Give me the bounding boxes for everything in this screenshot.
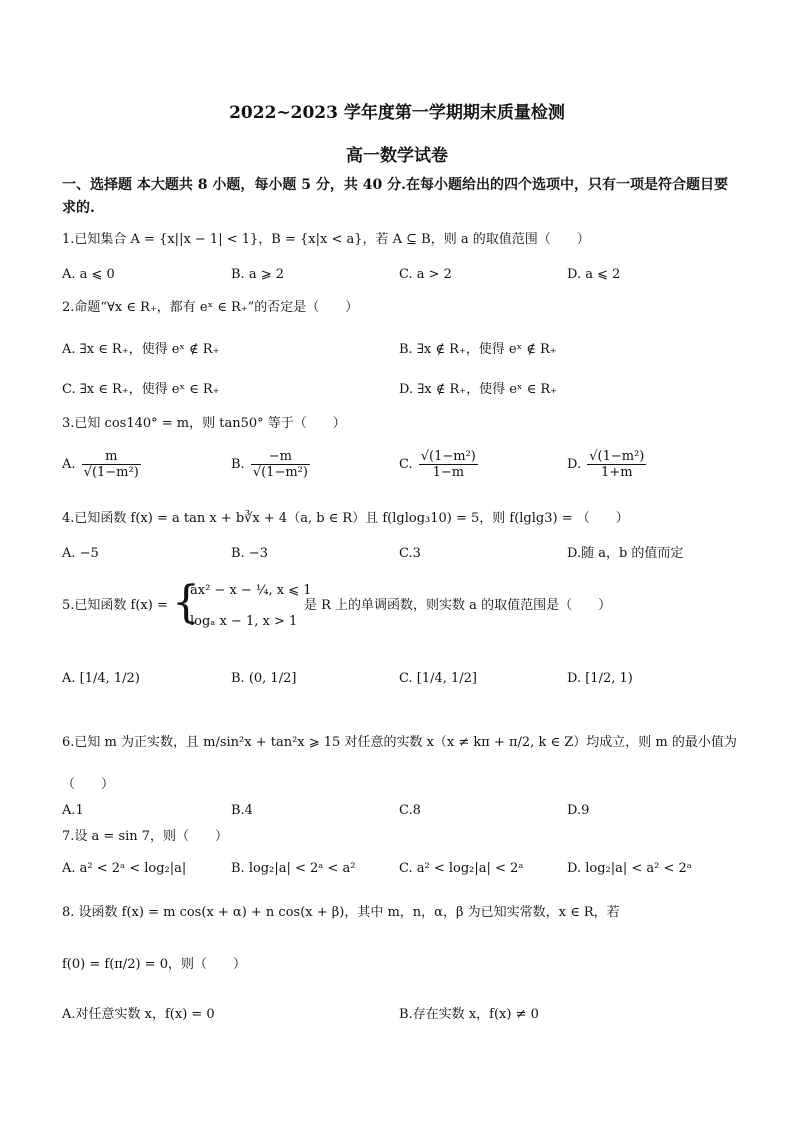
q6-answer-paren: （ ） bbox=[62, 777, 115, 792]
q2-option-b: B. ∃x ∉ R₊，使得 eˣ ∉ R₊ bbox=[399, 342, 557, 357]
q5-option-d: D. [1/2, 1) bbox=[567, 671, 633, 686]
q6-option-a: A.1 bbox=[62, 803, 84, 818]
q3-option-b: B. $\frac{-m}{\text{√(1−m²)}}$ bbox=[231, 449, 308, 480]
q6-stem: 6.已知 m 为正实数，且 m/sin²x + tan²x ⩾ 15 对任意的实数 x（x ≠ kπ + π/2, k ∈ Z）均成立，则 m 的最小值为 bbox=[62, 735, 737, 750]
q1-option-a: A. a ⩽ 0 bbox=[62, 267, 115, 282]
q4-option-b: B. −3 bbox=[231, 546, 268, 561]
q3-stem: 3.已知 cos140° = m，则 tan50° 等于（ ） bbox=[62, 416, 346, 431]
q5-piecewise-brace: { bbox=[172, 577, 200, 628]
q5-option-a: A. [1/4, 1/2) bbox=[62, 671, 140, 686]
q2-option-d: D. ∃x ∉ R₊，使得 eˣ ∈ R₊ bbox=[399, 382, 558, 397]
q8-condition: f(0) = f(π/2) = 0，则（ ） bbox=[62, 957, 246, 972]
q7-option-b: B. log₂|a| < 2ᵃ < a² bbox=[231, 861, 356, 876]
q4-option-d: D.随 a，b 的值而定 bbox=[567, 546, 684, 561]
q3-a-numerator: m bbox=[82, 449, 141, 465]
q1-option-d: D. a ⩽ 2 bbox=[567, 267, 621, 282]
q5-tail: 是 R 上的单调函数，则实数 a 的取值范围是（ ） bbox=[304, 598, 612, 613]
q8-option-b: B.存在实数 x，f(x) ≠ 0 bbox=[399, 1007, 539, 1022]
q3-option-d: D. $\frac{\text{√(1−m²)}}{1+m}$ bbox=[567, 449, 645, 480]
q1-option-c: C. a > 2 bbox=[399, 267, 452, 282]
q6-option-d: D.9 bbox=[567, 803, 590, 818]
q4-option-a: A. −5 bbox=[62, 546, 99, 561]
q3-b-denominator: √(1−m²) bbox=[252, 465, 308, 480]
q3-a-denominator: √(1−m²) bbox=[83, 465, 139, 480]
q3-d-denominator: 1+m bbox=[601, 465, 633, 480]
q7-stem: 7.设 a = sin 7，则（ ） bbox=[62, 829, 229, 844]
q2-stem: 2.命题“∀x ∈ R₊，都有 eˣ ∈ R₊”的否定是（ ） bbox=[62, 300, 359, 315]
section-heading: 一、选择题 本大题共 8 小题，每小题 5 分，共 40 分.在每小题给出的四个选项中，只有一项是符合题目要求的. bbox=[62, 177, 728, 216]
q7-option-d: D. log₂|a| < a² < 2ᵃ bbox=[567, 861, 692, 876]
q6-option-c: C.8 bbox=[399, 803, 421, 818]
q5-option-b: B. (0, 1/2] bbox=[231, 671, 297, 686]
q3-c-numerator: √(1−m²) bbox=[420, 449, 476, 464]
q2-option-c: C. ∃x ∈ R₊，使得 eˣ ∈ R₊ bbox=[62, 382, 220, 397]
q1-stem: 1.已知集合 A = {x||x − 1| < 1}，B = {x|x < a}，若 A ⊆ B，则 a 的取值范围（ ） bbox=[62, 232, 590, 247]
q7-option-c: C. a² < log₂|a| < 2ᵃ bbox=[399, 861, 524, 876]
q5-case-1: ax² − x − ¼, x ⩽ 1 bbox=[190, 583, 312, 598]
q2-option-a: A. ∃x ∈ R₊，使得 eˣ ∉ R₊ bbox=[62, 342, 220, 357]
q4-stem: 4.已知函数 f(x) = a tan x + b∛x + 4（a, b ∈ R）且 f(lglog₃10) = 5，则 f(lglg3) = （ ） bbox=[62, 511, 629, 526]
q5-case-2: logₐ x − 1, x > 1 bbox=[190, 614, 298, 629]
q5-option-c: C. [1/4, 1/2] bbox=[399, 671, 477, 686]
q8-stem: 8. 设函数 f(x) = m cos(x + α) + n cos(x + β)，其中 m，n，α，β 为已知实常数，x ∈ R，若 bbox=[62, 905, 620, 920]
q5-lead: 5.已知函数 f(x) = bbox=[62, 598, 168, 613]
q3-option-a: A. $\frac{m}{\text{√(1−m²)}}$ bbox=[62, 449, 139, 480]
q8-option-a: A.对任意实数 x，f(x) = 0 bbox=[62, 1007, 215, 1022]
q1-option-b: B. a ⩾ 2 bbox=[231, 267, 284, 282]
q3-option-c: C. $\frac{\text{√(1−m²)}}{1-m}$ bbox=[399, 449, 476, 480]
q6-option-b: B.4 bbox=[231, 803, 253, 818]
q7-option-a: A. a² < 2ᵃ < log₂|a| bbox=[62, 861, 187, 876]
q3-d-numerator: √(1−m²) bbox=[589, 449, 645, 464]
q3-c-denominator: 1−m bbox=[432, 465, 465, 480]
exam-subtitle: 高一数学试卷 bbox=[346, 146, 448, 166]
q4-option-c: C.3 bbox=[399, 546, 421, 561]
exam-title: 2022~2023 学年度第一学期期末质量检测 bbox=[229, 103, 565, 123]
q3-b-numerator: −m bbox=[251, 449, 310, 465]
